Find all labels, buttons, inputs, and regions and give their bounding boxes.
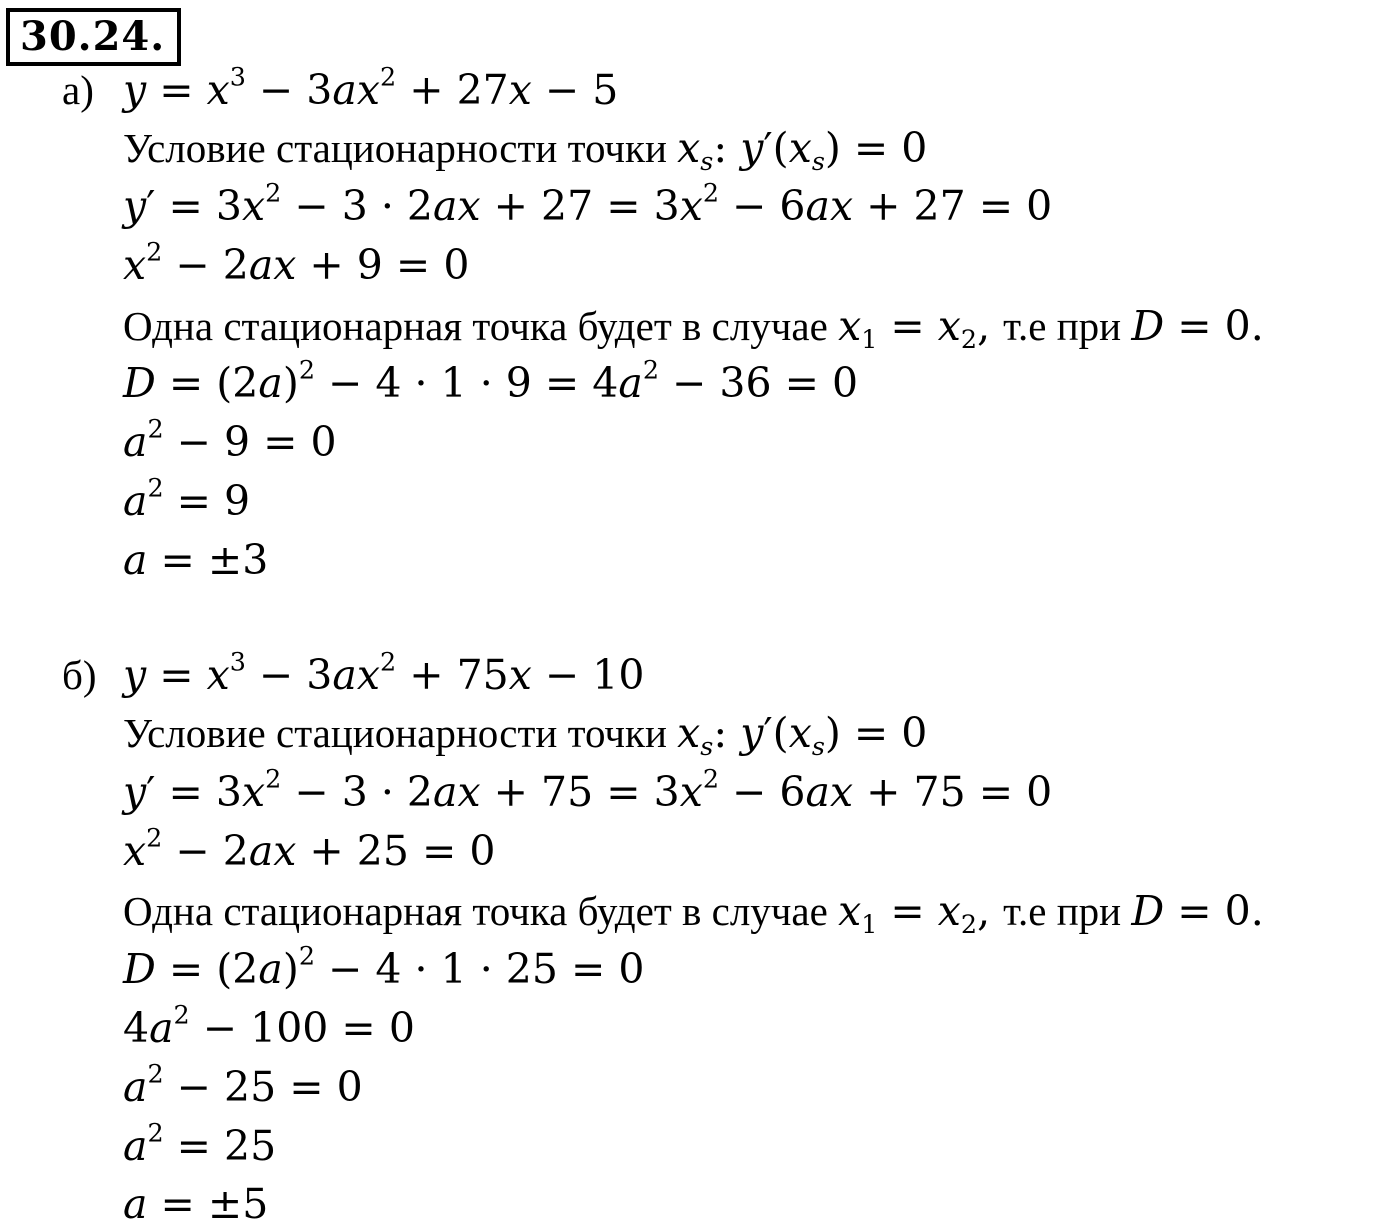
part-a-line-1: $y = x^3 - 3ax^2 + 27x - 5$ <box>123 61 619 114</box>
part-b-line-10: a = ±5 <box>123 1180 269 1228</box>
part-a-line-9: a = ±3 <box>123 536 269 584</box>
part-b-line-4: $x^2 - 2ax + 25 = 0$ <box>123 822 496 875</box>
part-b-line-7: $4a^2 - 100 = 0$ <box>123 999 415 1052</box>
part-a-line-5: Одна стационарная точка будет в случае $x_1 = x_2$, т.е при D = 0. <box>123 302 1264 355</box>
part-b-line-1: $y = x^3 - 3ax^2 + 75x - 10$ <box>123 646 645 699</box>
part-b-label: б) <box>62 652 97 698</box>
part-a-line-7: $a^2 - 9 = 0$ <box>123 413 337 466</box>
part-b-line-8: $a^2 - 25 = 0$ <box>123 1058 363 1111</box>
part-a-line-6: $D = (2a)^2 - 4 \cdot 1 \cdot 9 = 4a^2 - 36 = 0$ <box>123 354 859 407</box>
part-a-line-2: Условие стационарности точки $x_s$: $y'(x_s) = 0$ <box>123 124 928 177</box>
part-a-line-3: $y' = 3x^2 - 3 \cdot 2ax + 27 = 3x^2 - 6ax + 27 = 0$ <box>123 177 1053 230</box>
part-b-line-2: Условие стационарности точки $x_s$: $y'(x_s) = 0$ <box>123 709 928 762</box>
part-a-line-4: $x^2 - 2ax + 9 = 0$ <box>123 236 470 289</box>
part-b-line-5: Одна стационарная точка будет в случае $x_1 = x_2$, т.е при D = 0. <box>123 887 1264 940</box>
part-b-line-9: $a^2 = 25$ <box>123 1117 277 1170</box>
part-b-line-3: $y' = 3x^2 - 3 \cdot 2ax + 75 = 3x^2 - 6ax + 75 = 0$ <box>123 763 1053 816</box>
problem-number: 30.24. <box>6 8 181 66</box>
part-b-line-6: $D = (2a)^2 - 4 \cdot 1 \cdot 25 = 0$ <box>123 940 645 993</box>
part-a-label: а) <box>62 67 94 113</box>
part-a-line-8: $a^2 = 9$ <box>123 472 251 525</box>
